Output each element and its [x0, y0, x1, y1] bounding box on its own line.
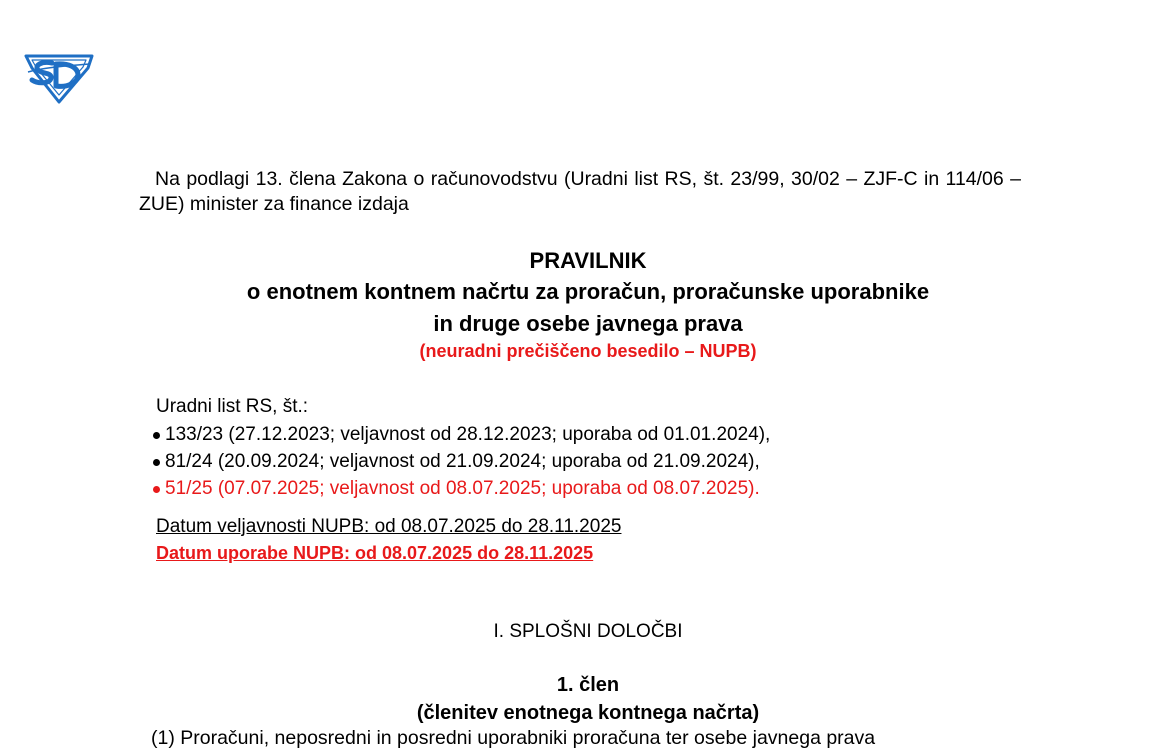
- section-heading: I. SPLOŠNI DOLOČBI: [493, 621, 683, 642]
- article-number: 1. člen: [556, 674, 620, 696]
- list-item: [151, 421, 770, 448]
- gazette-label: Uradni list RS, št.:: [156, 396, 309, 417]
- gazette-list: [151, 421, 770, 502]
- list-item: [151, 448, 770, 475]
- article-first-line: (1) Proračuni, neposredni in posredni uporabniki proračuna ter osebe javnega prava: [151, 727, 876, 749]
- validity-date-line: Datum veljavnosti NUPB: od 08.07.2025 do 28.11.2025: [156, 516, 622, 537]
- document-title: [139, 246, 1037, 362]
- title-line-2: in druge osebe javnega prava: [433, 311, 743, 336]
- sd-shield-logo-icon: [22, 50, 96, 104]
- validity-block: [156, 514, 621, 566]
- article-title: (členitev enotnega kontnega načrta): [416, 702, 760, 724]
- gazette-item-text: 51/25 (07.07.2025; veljavnost od 08.07.2025; uporaba od 08.07.2025).: [165, 478, 760, 499]
- intro-paragraph: Na podlagi 13. člena Zakona o računovodstvu (Uradni list RS, št. 23/99, 30/02 – ZJF-C in 114/06 – ZUE) minister za finance izdaja: [139, 168, 1021, 215]
- bullet-icon: [153, 432, 160, 439]
- usage-date-line: Datum uporabe NUPB: od 08.07.2025 do 28.11.2025: [156, 543, 594, 563]
- bullet-icon: [153, 486, 160, 493]
- title-line-1: o enotnem kontnem načrtu za proračun, proračunske uporabnike: [246, 279, 930, 304]
- list-item: [151, 475, 770, 502]
- gazette-item-text: 133/23 (27.12.2023; veljavnost od 28.12.2023; uporaba od 01.01.2024),: [165, 424, 771, 445]
- gazette-item-text: 81/24 (20.09.2024; veljavnost od 21.09.2024; uporaba od 21.09.2024),: [165, 451, 760, 472]
- bullet-icon: [153, 459, 160, 466]
- title-main: PRAVILNIK: [529, 248, 647, 273]
- title-note: (neuradni prečiščeno besedilo – NUPB): [419, 341, 757, 361]
